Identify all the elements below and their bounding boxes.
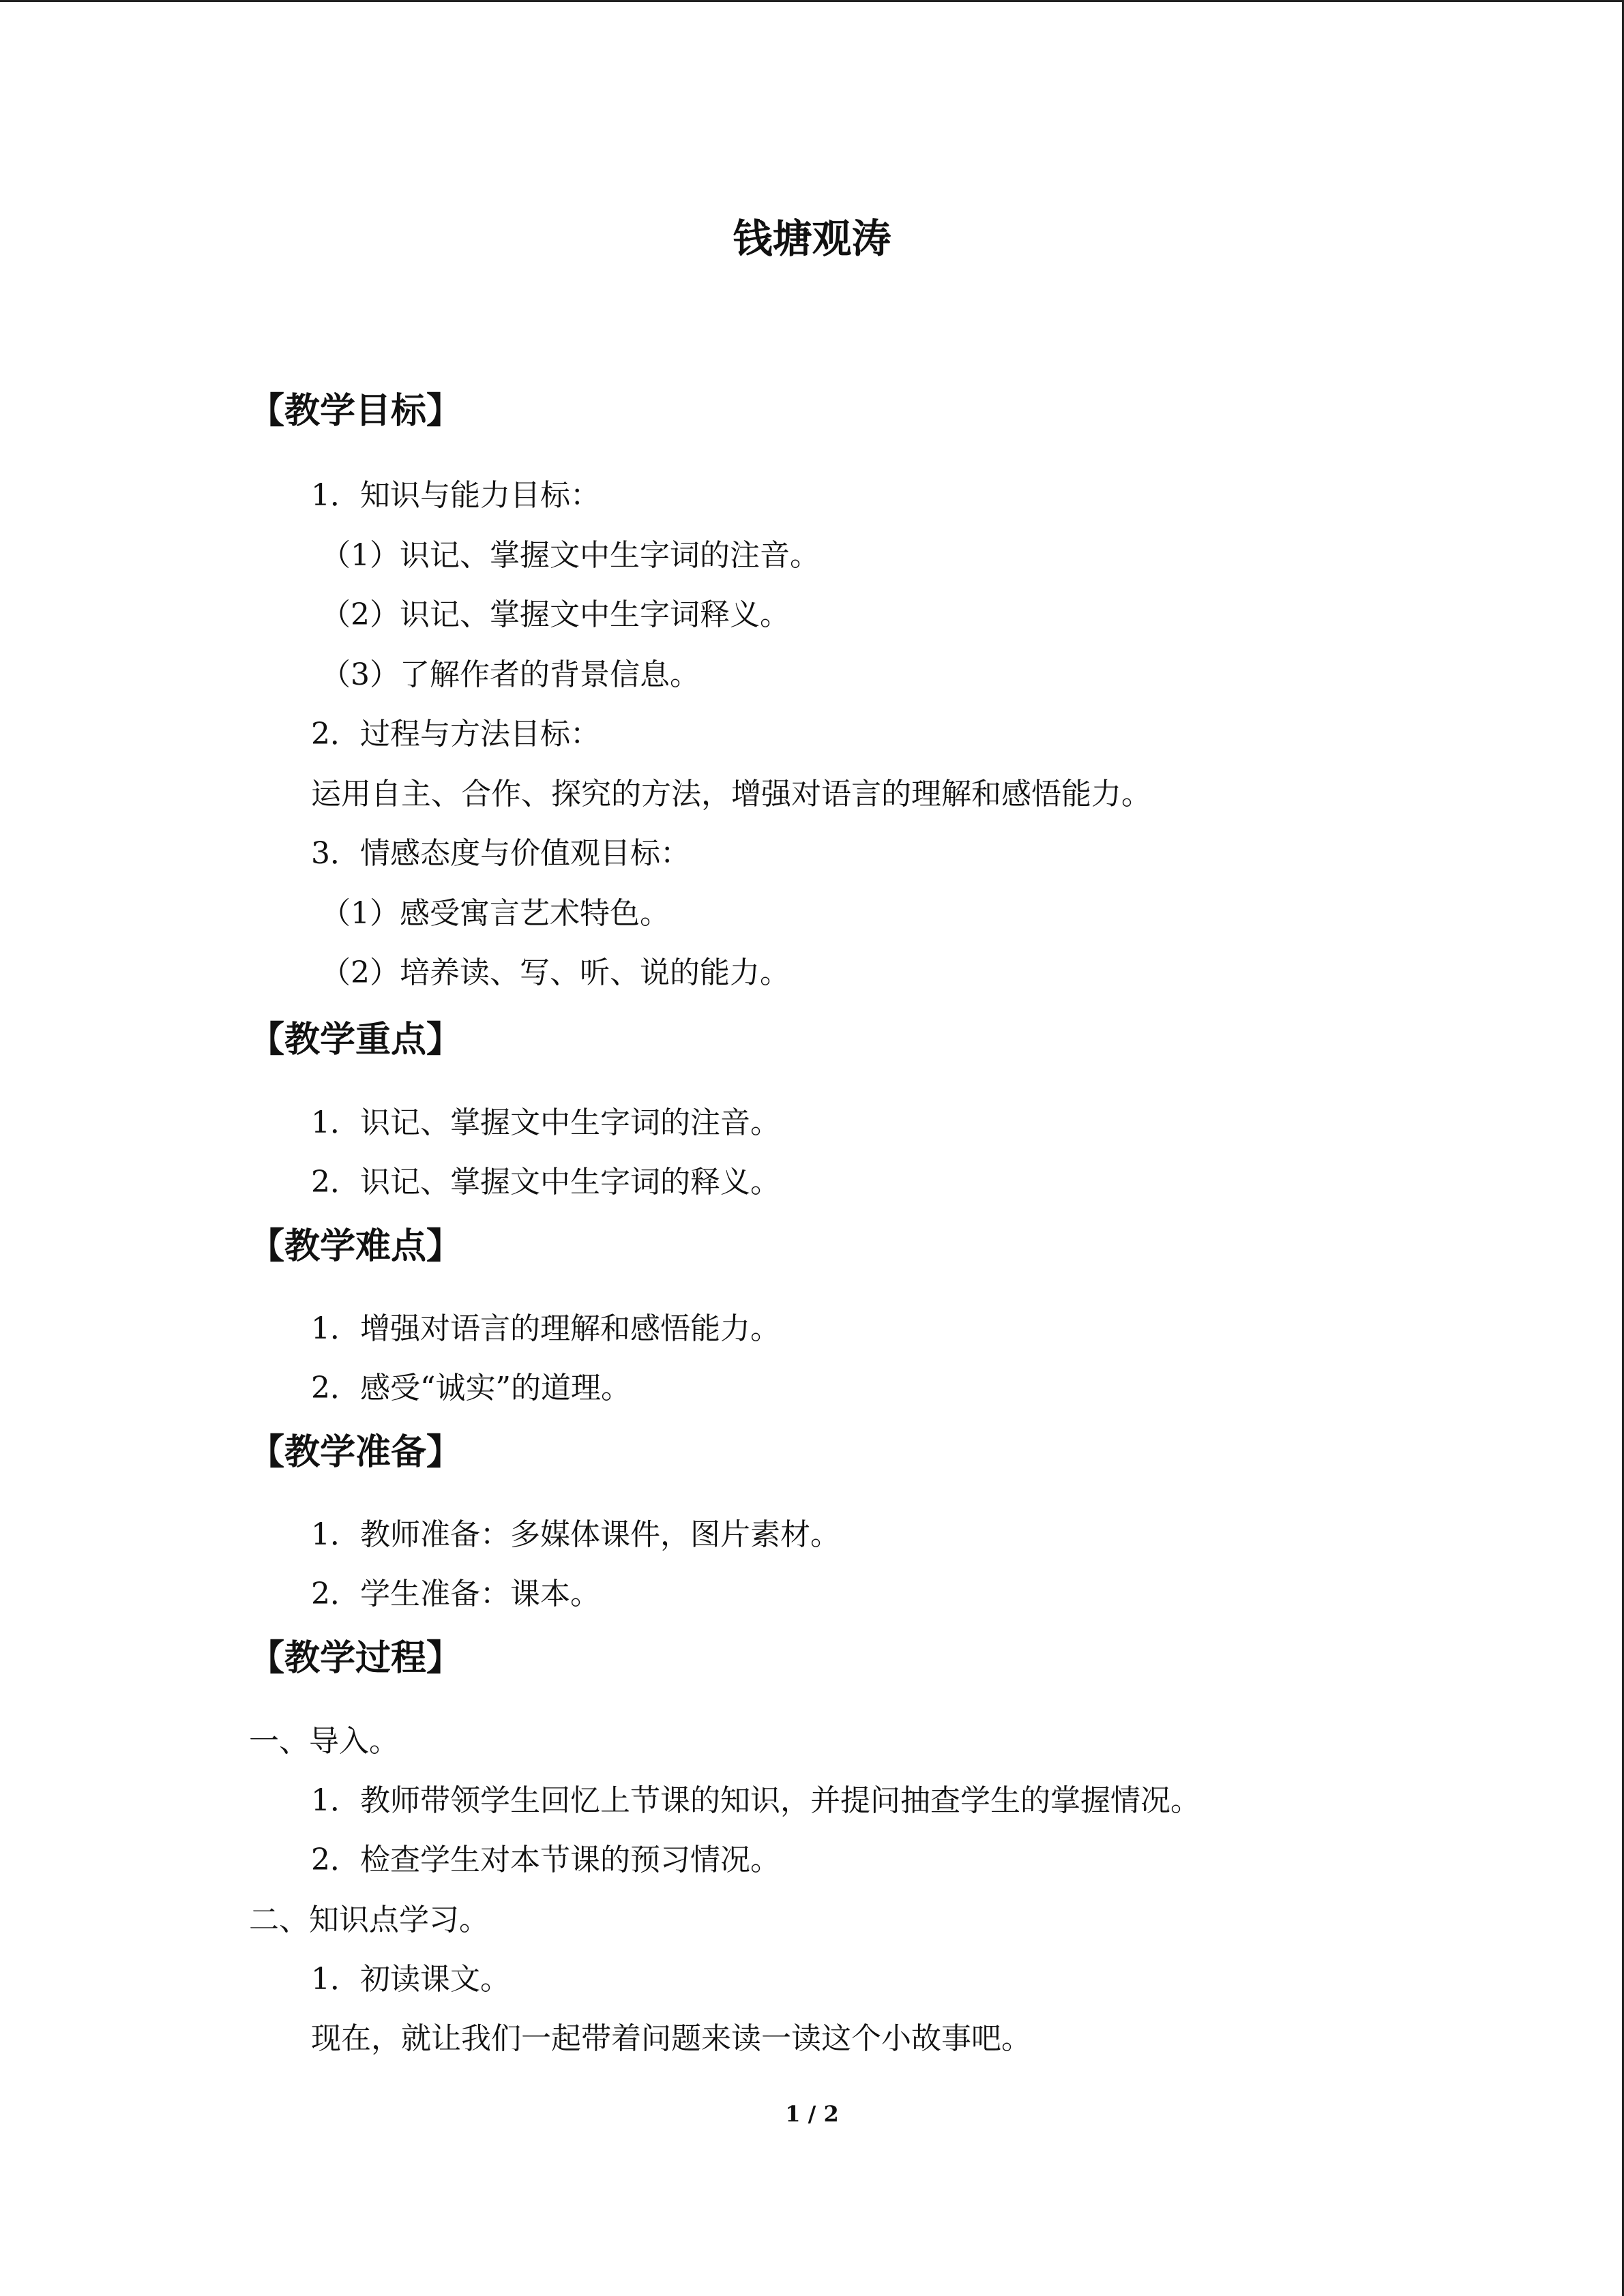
process-line: 二、知识点学习。: [249, 1903, 489, 1937]
preparation-line: 1．教师准备：多媒体课件，图片素材。: [311, 1517, 840, 1552]
process-line: 现在，就让我们一起带着问题来读一读这个小故事吧。: [311, 2021, 1031, 2056]
document-title: 钱塘观涛: [733, 215, 891, 262]
heading-process: 【教学过程】: [249, 1638, 462, 1679]
objective-line: （2）识记、掌握文中生字词释义。: [321, 597, 790, 632]
objective-line: 1．知识与能力目标：: [311, 478, 600, 513]
page-border-top: [0, 0, 1624, 2]
difficulty-line: 1．增强对语言的理解和感悟能力。: [311, 1311, 780, 1346]
key-point-line: 1．识记、掌握文中生字词的注音。: [311, 1105, 780, 1140]
process-line: 1．教师带领学生回忆上节课的知识，并提问抽查学生的掌握情况。: [311, 1783, 1200, 1818]
difficulty-line: 2．感受“诚实”的道理。: [311, 1371, 631, 1405]
page-indicator: 1 / 2: [785, 2101, 839, 2127]
objective-line: 运用自主、合作、探究的方法，增强对语言的理解和感悟能力。: [311, 777, 1151, 811]
heading-key-points: 【教学重点】: [249, 1019, 462, 1060]
key-point-line: 2．识记、掌握文中生字词的释义。: [311, 1165, 780, 1199]
preparation-line: 2．学生准备：课本。: [311, 1577, 600, 1611]
heading-preparation: 【教学准备】: [249, 1432, 462, 1473]
process-line: 一、导入。: [249, 1724, 399, 1759]
objective-line: 3．情感态度与价值观目标：: [311, 836, 690, 871]
process-line: 1．初读课文。: [311, 1962, 510, 1997]
heading-objectives: 【教学目标】: [249, 391, 462, 432]
process-line: 2．检查学生对本节课的预习情况。: [311, 1843, 780, 1877]
objective-line: （2）培养读、写、听、说的能力。: [321, 955, 790, 990]
objective-line: （1）感受寓言艺术特色。: [321, 896, 670, 931]
heading-difficulties: 【教学难点】: [249, 1226, 462, 1267]
objective-line: （3）了解作者的背景信息。: [321, 657, 700, 692]
objective-line: 2．过程与方法目标：: [311, 717, 600, 751]
objective-line: （1）识记、掌握文中生字词的注音。: [321, 538, 820, 573]
